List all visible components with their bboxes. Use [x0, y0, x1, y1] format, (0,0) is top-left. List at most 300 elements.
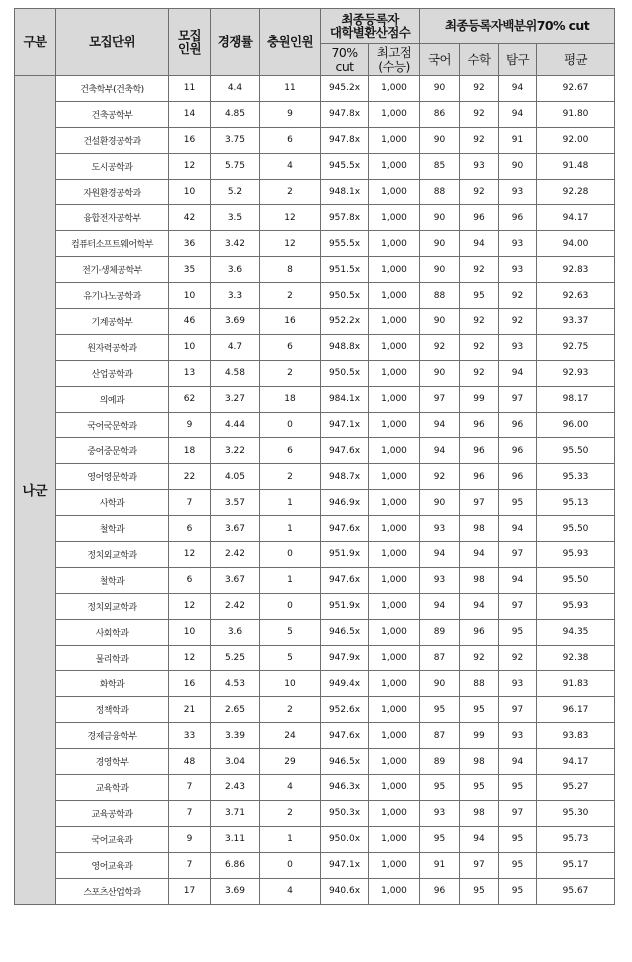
max-cell: 1,000: [369, 671, 420, 697]
unit-cell: 기계공학부: [56, 309, 169, 335]
korean-cell: 87: [420, 723, 460, 749]
additional-cell: 6: [260, 127, 321, 153]
average-cell: 94.17: [537, 205, 615, 231]
math-cell: 94: [460, 826, 499, 852]
average-cell: 98.17: [537, 386, 615, 412]
competition-cell: 3.39: [211, 723, 260, 749]
competition-cell: 4.85: [211, 101, 260, 127]
inquiry-cell: 93: [499, 334, 537, 360]
korean-cell: 88: [420, 283, 460, 309]
math-cell: 92: [460, 645, 499, 671]
cut70-cell: 950.5x: [321, 360, 369, 386]
quota-cell: 7: [169, 775, 211, 801]
math-cell: 95: [460, 283, 499, 309]
inquiry-cell: 93: [499, 231, 537, 257]
math-cell: 96: [460, 619, 499, 645]
average-cell: 91.83: [537, 671, 615, 697]
quota-cell: 16: [169, 671, 211, 697]
competition-cell: 4.53: [211, 671, 260, 697]
cut70-cell: 940.6x: [321, 878, 369, 904]
col-header-max: [369, 44, 420, 76]
max-cell: 1,000: [369, 593, 420, 619]
inquiry-cell: 96: [499, 438, 537, 464]
korean-cell: 90: [420, 257, 460, 283]
average-cell: 95.67: [537, 878, 615, 904]
korean-cell: 90: [420, 76, 460, 102]
inquiry-cell: 94: [499, 360, 537, 386]
competition-cell: 2.42: [211, 542, 260, 568]
math-cell: 88: [460, 671, 499, 697]
table-row: [15, 464, 615, 490]
math-cell: 92: [460, 309, 499, 335]
additional-cell: 2: [260, 697, 321, 723]
average-cell: 95.73: [537, 826, 615, 852]
table-row: [15, 334, 615, 360]
max-cell: 1,000: [369, 76, 420, 102]
max-cell: 1,000: [369, 309, 420, 335]
quota-cell: 10: [169, 179, 211, 205]
math-cell: 92: [460, 101, 499, 127]
unit-cell: 교육공학과: [56, 800, 169, 826]
col-header-unit: 모집단위: [56, 9, 169, 76]
quota-cell: 12: [169, 593, 211, 619]
max-cell: 1,000: [369, 516, 420, 542]
inquiry-cell: 95: [499, 775, 537, 801]
additional-cell: 9: [260, 101, 321, 127]
quota-cell: 33: [169, 723, 211, 749]
table-row: [15, 76, 615, 102]
col-header-additional: 충원인원: [260, 9, 321, 76]
inquiry-cell: 95: [499, 826, 537, 852]
cut70-cell: 947.9x: [321, 645, 369, 671]
additional-cell: 4: [260, 775, 321, 801]
unit-cell: 철학과: [56, 567, 169, 593]
table-row: [15, 593, 615, 619]
math-cell: 92: [460, 334, 499, 360]
average-cell: 92.38: [537, 645, 615, 671]
korean-cell: 86: [420, 101, 460, 127]
korean-cell: 90: [420, 205, 460, 231]
quota-cell: 6: [169, 567, 211, 593]
col-header-competition: 경쟁률: [211, 9, 260, 76]
competition-cell: 3.11: [211, 826, 260, 852]
quota-cell: 10: [169, 334, 211, 360]
unit-cell: 경영학부: [56, 749, 169, 775]
col-header-cut70-line2: cut: [335, 58, 354, 74]
max-cell: 1,000: [369, 464, 420, 490]
quota-cell: 10: [169, 619, 211, 645]
unit-cell: 원자력공학과: [56, 334, 169, 360]
col-header-max-line1: 최고점: [376, 45, 412, 61]
table-row: [15, 231, 615, 257]
inquiry-cell: 94: [499, 516, 537, 542]
quota-cell: 48: [169, 749, 211, 775]
max-cell: 1,000: [369, 826, 420, 852]
inquiry-cell: 93: [499, 671, 537, 697]
cut70-cell: 946.9x: [321, 490, 369, 516]
unit-cell: 영어교육과: [56, 852, 169, 878]
cut70-cell: 948.8x: [321, 334, 369, 360]
max-cell: 1,000: [369, 749, 420, 775]
table-row: [15, 749, 615, 775]
max-cell: 1,000: [369, 101, 420, 127]
korean-cell: 90: [420, 309, 460, 335]
inquiry-cell: 95: [499, 878, 537, 904]
col-header-cut70-line1: 70%: [331, 45, 358, 61]
table-row: [15, 800, 615, 826]
quota-cell: 7: [169, 490, 211, 516]
korean-cell: 95: [420, 775, 460, 801]
col-header-inquiry: 탐구: [499, 44, 537, 76]
additional-cell: 12: [260, 205, 321, 231]
max-cell: 1,000: [369, 567, 420, 593]
competition-cell: 3.6: [211, 257, 260, 283]
math-cell: 94: [460, 231, 499, 257]
additional-cell: 2: [260, 179, 321, 205]
additional-cell: 10: [260, 671, 321, 697]
col-group-header-score-line2: 대학별환산점수: [329, 25, 411, 40]
cut70-cell: 950.0x: [321, 826, 369, 852]
math-cell: 98: [460, 567, 499, 593]
region-cell: 나군: [15, 76, 56, 905]
max-cell: 1,000: [369, 412, 420, 438]
quota-cell: 46: [169, 309, 211, 335]
cut70-cell: 946.5x: [321, 749, 369, 775]
average-cell: 96.17: [537, 697, 615, 723]
max-cell: 1,000: [369, 775, 420, 801]
korean-cell: 92: [420, 464, 460, 490]
cut70-cell: 945.2x: [321, 76, 369, 102]
table-row: [15, 697, 615, 723]
cut70-cell: 945.5x: [321, 153, 369, 179]
inquiry-cell: 91: [499, 127, 537, 153]
unit-cell: 도시공학과: [56, 153, 169, 179]
col-header-korean: 국어: [420, 44, 460, 76]
cut70-cell: 946.5x: [321, 619, 369, 645]
competition-cell: 4.44: [211, 412, 260, 438]
korean-cell: 95: [420, 697, 460, 723]
quota-cell: 12: [169, 645, 211, 671]
korean-cell: 87: [420, 645, 460, 671]
col-header-quota: [169, 9, 211, 76]
cut70-cell: 950.5x: [321, 283, 369, 309]
table-row: [15, 283, 615, 309]
col-header-quota-line1: 모집: [178, 27, 201, 43]
max-cell: 1,000: [369, 878, 420, 904]
col-header-cut70: [321, 44, 369, 76]
unit-cell: 정치외교학과: [56, 593, 169, 619]
inquiry-cell: 94: [499, 76, 537, 102]
average-cell: 93.37: [537, 309, 615, 335]
table-row: [15, 775, 615, 801]
additional-cell: 6: [260, 334, 321, 360]
table-header: [15, 9, 615, 76]
math-cell: 92: [460, 360, 499, 386]
unit-cell: 건설환경공학과: [56, 127, 169, 153]
cut70-cell: 946.3x: [321, 775, 369, 801]
average-cell: 95.17: [537, 852, 615, 878]
quota-cell: 17: [169, 878, 211, 904]
average-cell: 92.75: [537, 334, 615, 360]
math-cell: 92: [460, 179, 499, 205]
competition-cell: 5.75: [211, 153, 260, 179]
inquiry-cell: 94: [499, 749, 537, 775]
competition-cell: 3.42: [211, 231, 260, 257]
max-cell: 1,000: [369, 542, 420, 568]
additional-cell: 5: [260, 645, 321, 671]
additional-cell: 12: [260, 231, 321, 257]
average-cell: 92.83: [537, 257, 615, 283]
max-cell: 1,000: [369, 723, 420, 749]
korean-cell: 94: [420, 438, 460, 464]
inquiry-cell: 92: [499, 283, 537, 309]
math-cell: 97: [460, 490, 499, 516]
inquiry-cell: 97: [499, 593, 537, 619]
cut70-cell: 951.9x: [321, 593, 369, 619]
quota-cell: 21: [169, 697, 211, 723]
inquiry-cell: 97: [499, 800, 537, 826]
inquiry-cell: 94: [499, 567, 537, 593]
math-cell: 92: [460, 257, 499, 283]
table-row: [15, 205, 615, 231]
inquiry-cell: 95: [499, 619, 537, 645]
unit-cell: 영어영문학과: [56, 464, 169, 490]
average-cell: 91.48: [537, 153, 615, 179]
inquiry-cell: 96: [499, 412, 537, 438]
col-group-header-score-line1: 최종등록자: [341, 11, 399, 27]
table-row: [15, 567, 615, 593]
quota-cell: 42: [169, 205, 211, 231]
additional-cell: 24: [260, 723, 321, 749]
additional-cell: 1: [260, 826, 321, 852]
korean-cell: 91: [420, 852, 460, 878]
average-cell: 95.50: [537, 516, 615, 542]
competition-cell: 3.6: [211, 619, 260, 645]
cut70-cell: 947.8x: [321, 101, 369, 127]
inquiry-cell: 90: [499, 153, 537, 179]
col-header-math: 수학: [460, 44, 499, 76]
unit-cell: 국어국문학과: [56, 412, 169, 438]
math-cell: 96: [460, 464, 499, 490]
math-cell: 96: [460, 412, 499, 438]
table-row: [15, 619, 615, 645]
unit-cell: 정책학과: [56, 697, 169, 723]
average-cell: 92.63: [537, 283, 615, 309]
unit-cell: 정치외교학과: [56, 542, 169, 568]
math-cell: 98: [460, 800, 499, 826]
quota-cell: 6: [169, 516, 211, 542]
competition-cell: 5.2: [211, 179, 260, 205]
korean-cell: 89: [420, 749, 460, 775]
additional-cell: 8: [260, 257, 321, 283]
cut70-cell: 947.1x: [321, 412, 369, 438]
average-cell: 95.13: [537, 490, 615, 516]
admission-results-table: [14, 8, 615, 905]
math-cell: 95: [460, 878, 499, 904]
col-header-region: 구분: [15, 9, 56, 76]
cut70-cell: 951.9x: [321, 542, 369, 568]
inquiry-cell: 94: [499, 101, 537, 127]
cut70-cell: 947.6x: [321, 438, 369, 464]
cut70-cell: 952.6x: [321, 697, 369, 723]
math-cell: 98: [460, 749, 499, 775]
col-group-header-percentile: 최종등록자백분위70% cut: [420, 9, 615, 44]
unit-cell: 물리학과: [56, 645, 169, 671]
korean-cell: 92: [420, 334, 460, 360]
korean-cell: 95: [420, 826, 460, 852]
korean-cell: 93: [420, 567, 460, 593]
table-row: [15, 826, 615, 852]
math-cell: 96: [460, 205, 499, 231]
quota-cell: 11: [169, 76, 211, 102]
cut70-cell: 947.6x: [321, 723, 369, 749]
competition-cell: 3.22: [211, 438, 260, 464]
table-row: [15, 179, 615, 205]
additional-cell: 16: [260, 309, 321, 335]
average-cell: 95.30: [537, 800, 615, 826]
inquiry-cell: 93: [499, 257, 537, 283]
average-cell: 93.83: [537, 723, 615, 749]
competition-cell: 3.67: [211, 567, 260, 593]
additional-cell: 11: [260, 76, 321, 102]
unit-cell: 철학과: [56, 516, 169, 542]
max-cell: 1,000: [369, 800, 420, 826]
table-row: [15, 878, 615, 904]
cut70-cell: 947.6x: [321, 567, 369, 593]
table-row: [15, 101, 615, 127]
unit-cell: 컴퓨터소프트웨어학부: [56, 231, 169, 257]
korean-cell: 96: [420, 878, 460, 904]
inquiry-cell: 93: [499, 179, 537, 205]
cut70-cell: 952.2x: [321, 309, 369, 335]
math-cell: 93: [460, 153, 499, 179]
table-row: [15, 309, 615, 335]
admission-results-document: [14, 8, 615, 905]
additional-cell: 4: [260, 153, 321, 179]
korean-cell: 93: [420, 516, 460, 542]
quota-cell: 18: [169, 438, 211, 464]
quota-cell: 7: [169, 852, 211, 878]
unit-cell: 의예과: [56, 386, 169, 412]
cut70-cell: 947.6x: [321, 516, 369, 542]
korean-cell: 97: [420, 386, 460, 412]
max-cell: 1,000: [369, 619, 420, 645]
table-row: [15, 360, 615, 386]
unit-cell: 화학과: [56, 671, 169, 697]
col-header-quota-line2: 인원: [178, 41, 201, 56]
table-row: [15, 438, 615, 464]
unit-cell: 사회학과: [56, 619, 169, 645]
math-cell: 95: [460, 775, 499, 801]
additional-cell: 18: [260, 386, 321, 412]
korean-cell: 90: [420, 231, 460, 257]
competition-cell: 2.43: [211, 775, 260, 801]
max-cell: 1,000: [369, 205, 420, 231]
quota-cell: 35: [169, 257, 211, 283]
math-cell: 92: [460, 76, 499, 102]
quota-cell: 9: [169, 412, 211, 438]
col-header-average: 평균: [537, 44, 615, 76]
competition-cell: 3.5: [211, 205, 260, 231]
korean-cell: 94: [420, 412, 460, 438]
competition-cell: 3.04: [211, 749, 260, 775]
unit-cell: 건축공학부: [56, 101, 169, 127]
korean-cell: 89: [420, 619, 460, 645]
korean-cell: 93: [420, 800, 460, 826]
average-cell: 96.00: [537, 412, 615, 438]
additional-cell: 1: [260, 516, 321, 542]
inquiry-cell: 92: [499, 645, 537, 671]
max-cell: 1,000: [369, 283, 420, 309]
table-row: [15, 412, 615, 438]
competition-cell: 3.69: [211, 309, 260, 335]
cut70-cell: 948.1x: [321, 179, 369, 205]
additional-cell: 2: [260, 800, 321, 826]
additional-cell: 2: [260, 283, 321, 309]
average-cell: 95.50: [537, 567, 615, 593]
average-cell: 92.00: [537, 127, 615, 153]
unit-cell: 전기·생체공학부: [56, 257, 169, 283]
max-cell: 1,000: [369, 697, 420, 723]
cut70-cell: 947.1x: [321, 852, 369, 878]
unit-cell: 산업공학과: [56, 360, 169, 386]
unit-cell: 사학과: [56, 490, 169, 516]
table-row: [15, 671, 615, 697]
table-row: [15, 723, 615, 749]
inquiry-cell: 95: [499, 490, 537, 516]
additional-cell: 0: [260, 412, 321, 438]
col-group-header-score: [321, 9, 420, 44]
average-cell: 95.50: [537, 438, 615, 464]
col-header-max-line2: (수능): [378, 58, 410, 74]
competition-cell: 4.58: [211, 360, 260, 386]
quota-cell: 12: [169, 542, 211, 568]
average-cell: 94.17: [537, 749, 615, 775]
cut70-cell: 957.8x: [321, 205, 369, 231]
korean-cell: 94: [420, 593, 460, 619]
max-cell: 1,000: [369, 438, 420, 464]
max-cell: 1,000: [369, 334, 420, 360]
max-cell: 1,000: [369, 127, 420, 153]
math-cell: 94: [460, 593, 499, 619]
korean-cell: 85: [420, 153, 460, 179]
table-row: [15, 542, 615, 568]
math-cell: 99: [460, 386, 499, 412]
inquiry-cell: 96: [499, 464, 537, 490]
competition-cell: 3.27: [211, 386, 260, 412]
math-cell: 97: [460, 852, 499, 878]
max-cell: 1,000: [369, 852, 420, 878]
unit-cell: 건축학부(건축학): [56, 76, 169, 102]
competition-cell: 4.4: [211, 76, 260, 102]
table-row: [15, 852, 615, 878]
competition-cell: 6.86: [211, 852, 260, 878]
competition-cell: 3.3: [211, 283, 260, 309]
inquiry-cell: 97: [499, 697, 537, 723]
max-cell: 1,000: [369, 490, 420, 516]
average-cell: 92.67: [537, 76, 615, 102]
math-cell: 99: [460, 723, 499, 749]
table-row: [15, 257, 615, 283]
inquiry-cell: 93: [499, 723, 537, 749]
math-cell: 95: [460, 697, 499, 723]
inquiry-cell: 92: [499, 309, 537, 335]
additional-cell: 0: [260, 542, 321, 568]
table-row: [15, 386, 615, 412]
table-row: [15, 490, 615, 516]
additional-cell: 4: [260, 878, 321, 904]
cut70-cell: 984.1x: [321, 386, 369, 412]
